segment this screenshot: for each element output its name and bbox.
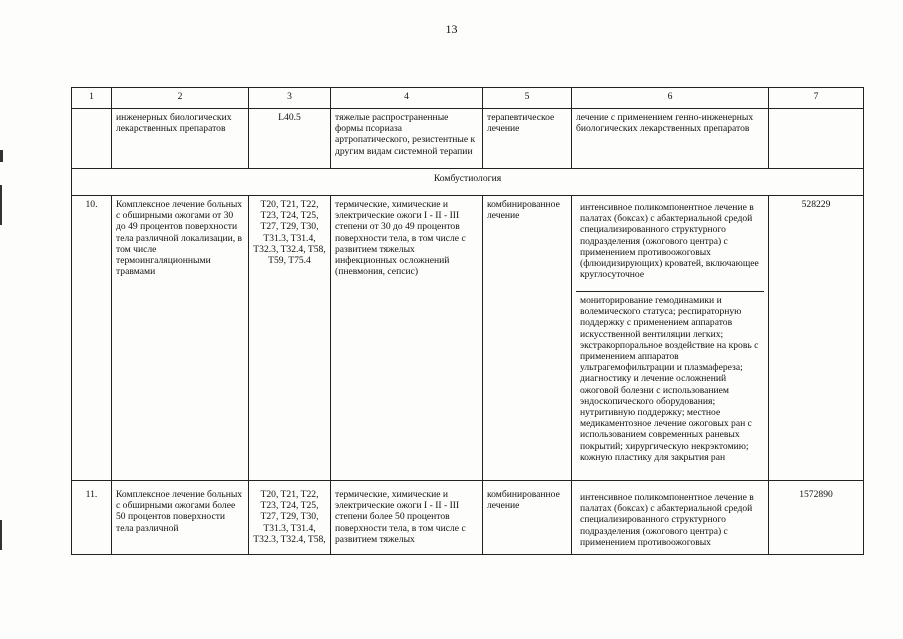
- profile-name-cell: Комплексное лечение больных с обширными ожогами более 50 процентов поверхности тела различной: [112, 481, 249, 555]
- page-number: 13: [445, 22, 458, 36]
- table-row: [72, 481, 864, 555]
- profile-name-cell: Комплексное лечение больных с обширными ожогами от 30 до 49 процентов поверхности тела различной локализации, в том числе термоингаляционными травмами: [112, 196, 249, 481]
- header-cell: 6: [572, 88, 769, 109]
- section-header-row: [72, 169, 864, 196]
- header-cell: 7: [769, 88, 864, 109]
- scan-artifact: [0, 520, 2, 550]
- icd-codes-cell: T20, T21, T22, T23, T24, T25, T27, T29, T30, T31.3, T31.4, T32.3, T32.4, T58, T59, T75.4: [249, 196, 331, 481]
- icd-codes-cell: T20, T21, T22, T23, T24, T25, T27, T29, T30, T31.3, T31.4, T32.3, T32.4, T58,: [249, 481, 331, 555]
- scan-artifact: [0, 150, 3, 162]
- table-row: [72, 109, 864, 169]
- header-cell: 4: [331, 88, 483, 109]
- profile-name-cell: инженерных биологических лекарственных препаратов: [112, 109, 249, 169]
- method-part: интенсивное поликомпонентное лечение в палатах (боксах) с абактериальной средой специализированного структурного подразделения (ожогового центра) с применением противоожоговых: [580, 492, 754, 548]
- patient-model-cell: тяжелые распространенные формы псориаза артропатического, резистентные к другим видам системной терапии: [331, 109, 483, 169]
- method-cell: [572, 481, 769, 555]
- treatment-type-cell: терапевтическое лечение: [483, 109, 572, 169]
- services-table: [71, 87, 864, 555]
- method-part: интенсивное поликомпонентное лечение в палатах (боксах) с абактериальной средой специализированного структурного подразделения (ожогового центра) с применением противоожоговых (флюидизирующих) кроватей, включающее круглосуточное: [580, 202, 759, 281]
- price-cell: 528229: [769, 196, 864, 481]
- icd-codes-cell: L40.5: [249, 109, 331, 169]
- table-row: [72, 196, 864, 481]
- method-cell: лечение с применением генно-инженерных биологических лекарственных препаратов: [572, 109, 769, 169]
- treatment-type-cell: комбинированное лечение: [483, 196, 572, 481]
- header-cell: 5: [483, 88, 572, 109]
- header-cell: 2: [112, 88, 249, 109]
- patient-model-cell: термические, химические и электрические ожоги I - II - III степени более 50 процентов поверхности тела, в том числе с развитием тяжелых: [331, 481, 483, 555]
- header-cell: 1: [72, 88, 112, 109]
- patient-model-cell: термические, химические и электрические ожоги I - II - III степени от 30 до 49 процентов поверхности тела, в том числе с развитием тяжелых инфекционных осложнений (пневмония, сепсис): [331, 196, 483, 481]
- method-part: мониторирование гемодинамики и волемического статуса; респираторную поддержку с применением аппаратов искусственной вентиляции легких; экстракорпоральное воздействие на кровь с применением аппаратов ультрагемофильтрации и плазмафереза; диагностику и лечение осложнений ожоговой болезни с использованием эндоскопического оборудования; нутритивную поддержку; местное медикаментозное лечение ожоговых ран с использованием современных раневых покрытий; хирургическую некрэктомию; кожную пластику для закрытия ран: [576, 291, 764, 477]
- header-cell: 3: [249, 88, 331, 109]
- method-cell: [572, 196, 769, 481]
- section-title: Комбустиология: [72, 169, 864, 196]
- row-number-cell: [72, 109, 112, 169]
- price-cell: 1572890: [769, 481, 864, 555]
- price-cell: [769, 109, 864, 169]
- treatment-type-cell: комбинированное лечение: [483, 481, 572, 555]
- scan-artifact: [0, 185, 2, 225]
- table-header-row: [72, 88, 864, 109]
- row-number-cell: 11.: [72, 481, 112, 555]
- row-number-cell: 10.: [72, 196, 112, 481]
